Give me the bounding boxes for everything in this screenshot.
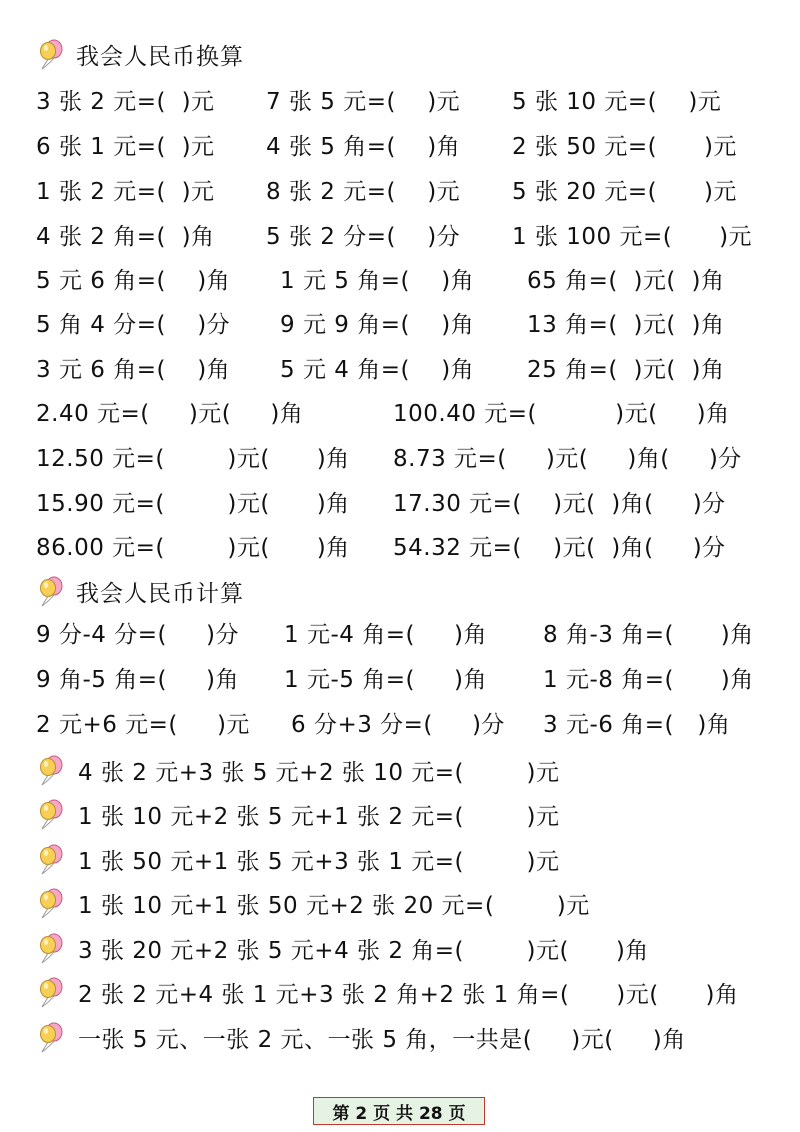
conversion-row	[0, 439, 800, 479]
exercise: 7 张 5 元=( )元	[266, 89, 461, 115]
exercise: 8.73 元=( )元( )角( )分	[393, 446, 742, 472]
word-problem	[36, 883, 590, 923]
exercise: 1 张 2 元=( )元	[36, 179, 215, 205]
exercise: 65 角=( )元( )角	[527, 268, 725, 294]
balloon-icon	[36, 1021, 66, 1053]
conversion-row	[0, 394, 800, 434]
exercise: 13 角=( )元( )角	[527, 312, 725, 338]
section-title-text: 我会人民币计算	[76, 580, 244, 607]
section-title-calculation	[36, 571, 244, 611]
balloon-icon	[36, 38, 66, 70]
balloon-icon	[36, 932, 66, 964]
exercise: 1 元 5 角=( )角	[280, 268, 475, 294]
problem-text: 一张 5 元、一张 2 元、一张 5 角，一共是( )元( )角	[78, 1026, 686, 1053]
exercise: 1 元-8 角=( )角	[543, 667, 754, 693]
exercise: 9 角-5 角=( )角	[36, 667, 239, 693]
conversion-row	[0, 305, 800, 345]
exercise: 5 元 4 角=( )角	[280, 357, 475, 383]
conversion-row	[0, 484, 800, 524]
exercise: 3 元 6 角=( )角	[36, 357, 231, 383]
word-problem	[36, 839, 559, 879]
calculation-row	[0, 705, 800, 745]
exercise: 6 张 1 元=( )元	[36, 134, 215, 160]
conversion-row	[0, 528, 800, 568]
word-problem	[36, 794, 559, 834]
exercise: 15.90 元=( )元( )角	[36, 491, 350, 517]
exercise: 5 张 10 元=( )元	[512, 89, 722, 115]
word-problem	[36, 1017, 686, 1057]
exercise: 3 元-6 角=( )角	[543, 712, 731, 738]
exercise: 3 张 2 元=( )元	[36, 89, 215, 115]
exercise: 5 角 4 分=( )分	[36, 312, 231, 338]
section-title-text: 我会人民币换算	[76, 43, 244, 70]
problem-text: 1 张 10 元+2 张 5 元+1 张 2 元=( )元	[78, 803, 560, 830]
exercise: 4 张 2 角=( )角	[36, 224, 215, 250]
exercise: 8 角-3 角=( )角	[543, 622, 754, 648]
section-title-conversion	[36, 34, 244, 74]
balloon-icon	[36, 754, 66, 786]
exercise: 2.40 元=( )元( )角	[36, 401, 304, 427]
problem-text: 1 张 50 元+1 张 5 元+3 张 1 元=( )元	[78, 848, 560, 875]
problem-text: 3 张 20 元+2 张 5 元+4 张 2 角=( )元( )角	[78, 937, 649, 964]
exercise: 2 张 50 元=( )元	[512, 134, 737, 160]
exercise: 1 元-5 角=( )角	[284, 667, 487, 693]
balloon-icon	[36, 798, 66, 830]
conversion-row	[0, 127, 800, 167]
exercise: 5 张 20 元=( )元	[512, 179, 737, 205]
conversion-row	[0, 261, 800, 301]
conversion-row	[0, 217, 800, 257]
exercise: 5 张 2 分=( )分	[266, 224, 461, 250]
exercise: 17.30 元=( )元( )角( )分	[393, 491, 726, 517]
exercise: 54.32 元=( )元( )角( )分	[393, 535, 726, 561]
exercise: 2 元+6 元=( )元	[36, 712, 250, 738]
balloon-icon	[36, 976, 66, 1008]
balloon-icon	[36, 843, 66, 875]
exercise: 1 张 100 元=( )元	[512, 224, 753, 250]
exercise: 9 分-4 分=( )分	[36, 622, 239, 648]
problem-text: 4 张 2 元+3 张 5 元+2 张 10 元=( )元	[78, 759, 560, 786]
calculation-row	[0, 660, 800, 700]
page-number-footer: 第 2 页 共 28 页	[313, 1097, 485, 1125]
problem-text: 2 张 2 元+4 张 1 元+3 张 2 角+2 张 1 角=( )元( )角	[78, 981, 739, 1008]
conversion-row	[0, 172, 800, 212]
exercise: 25 角=( )元( )角	[527, 357, 725, 383]
exercise: 1 元-4 角=( )角	[284, 622, 487, 648]
conversion-row	[0, 82, 800, 122]
calculation-row	[0, 615, 800, 655]
word-problem	[36, 928, 649, 968]
exercise: 86.00 元=( )元( )角	[36, 535, 350, 561]
word-problem	[36, 972, 739, 1012]
problem-text: 1 张 10 元+1 张 50 元+2 张 20 元=( )元	[78, 892, 590, 919]
conversion-row	[0, 350, 800, 390]
exercise: 6 分+3 分=( )分	[291, 712, 505, 738]
exercise: 5 元 6 角=( )角	[36, 268, 231, 294]
word-problem	[36, 750, 559, 790]
balloon-icon	[36, 887, 66, 919]
exercise: 12.50 元=( )元( )角	[36, 446, 350, 472]
exercise: 100.40 元=( )元( )角	[393, 401, 730, 427]
exercise: 8 张 2 元=( )元	[266, 179, 461, 205]
exercise: 4 张 5 角=( )角	[266, 134, 461, 160]
balloon-icon	[36, 575, 66, 607]
exercise: 9 元 9 角=( )角	[280, 312, 475, 338]
